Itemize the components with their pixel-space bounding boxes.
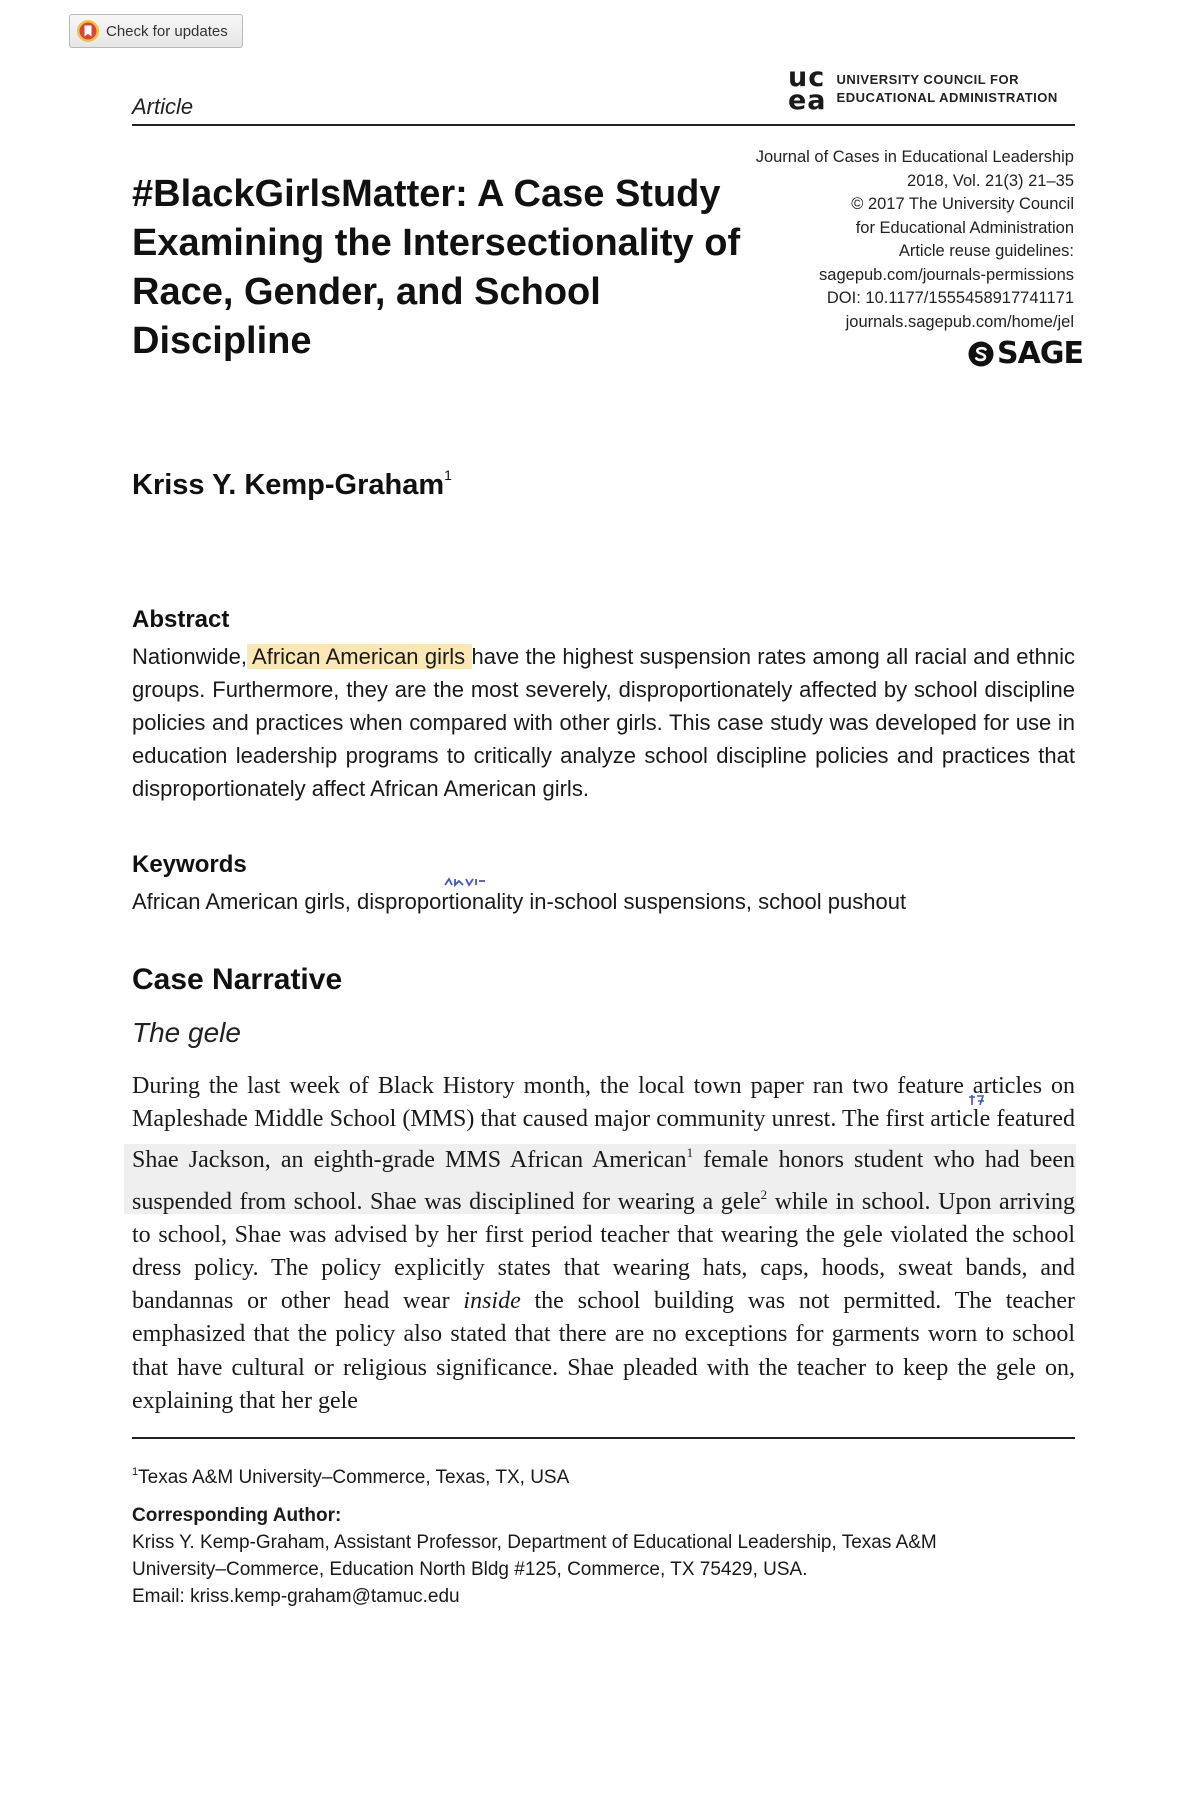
meta-doi[interactable]: DOI: 10.1177/1555458917741171	[826, 289, 1074, 307]
paper-title: #BlackGirlsMatter: A Case Study Examining the Intersectionality of Race, Gender, and School Discipline	[132, 173, 741, 362]
handwritten-annotation-mark	[443, 876, 487, 888]
author-name	[132, 467, 452, 502]
meta-volume: 2018, Vol. 21(3) 21–35	[907, 171, 1074, 190]
keywords-text: African American girls, disproportionality in-school suspensions, school pushout	[132, 889, 907, 914]
bookmark-update-icon	[76, 19, 100, 43]
header-divider	[132, 124, 1075, 126]
sage-logo	[968, 336, 1083, 371]
affiliation-mark: 1	[132, 1466, 139, 1478]
narrative-part1: During the last week of Black History month, the local town paper ran two feature articles on Mapleshade Middle School (MMS) that caused major community unrest. The first article featured Shae Jackson, an eighth-grade MMS African American	[132, 1073, 1075, 1174]
check-for-updates-button[interactable]	[69, 14, 243, 48]
abstract-heading: Abstract	[132, 606, 230, 633]
ucea-mark-bottom: ea	[788, 85, 827, 116]
ucea-logo-mark	[788, 62, 827, 116]
footnote-ref-1[interactable]: 1	[686, 1145, 694, 1161]
narrative-part3: while in school. Upon arriving to school, Shae was advised by her first period teacher that wearing the gele violated the school dress policy. The policy explicitly states that wearing hats, caps, hoods, sweat bands, and bandannas or other head wear	[132, 1188, 1075, 1315]
author-name-text: Kriss Y. Kemp-Graham	[132, 469, 445, 501]
author-affiliation-mark: 1	[444, 467, 452, 483]
affiliation-text: Texas A&M University–Commerce, Texas, TX, USA	[138, 1467, 570, 1488]
sage-wordmark: SAGE	[997, 336, 1083, 371]
corresponding-author-heading: Corresponding Author:	[132, 1505, 342, 1526]
abstract-post: have the highest suspension rates among all racial and ethnic groups. Furthermore, they are the most severely, disproportionately affected by school discipline policies and practices when compared with other girls. This case study was developed for use in education leadership programs to critically analyze school discipline policies and practices that disproportionately affect African American girls.	[132, 644, 1075, 801]
ucea-logo-text	[837, 71, 1058, 107]
case-narrative-heading: Case Narrative	[132, 963, 343, 996]
meta-journal-link[interactable]: journals.sagepub.com/home/jel	[845, 312, 1074, 331]
footnote-ref-2[interactable]: 2	[760, 1186, 768, 1202]
keywords-heading: Keywords	[132, 851, 247, 878]
abstract-highlight: African American girls	[246, 644, 472, 669]
narrative-part2: female honors student who had been suspended from school. Shae was disciplined for wearing a gele	[132, 1147, 1075, 1215]
ucea-logo	[788, 62, 1058, 116]
journal-metadata	[654, 146, 1074, 334]
case-narrative-paragraph	[132, 1070, 1075, 1418]
check-for-updates-label: Check for updates	[106, 22, 228, 40]
narrative-part4: the school building was not permitted. The teacher emphasized that the policy also stated that there are no exceptions for garments worn to school that have cultural or religious significance. Shae pleaded with the teacher to keep the gele on, explaining that her gele	[132, 1288, 1076, 1414]
footnote-affiliation	[132, 1459, 569, 1491]
abstract-pre: Nationwide,	[132, 644, 247, 669]
corr-email[interactable]: Email: kriss.kemp-graham@tamuc.edu	[132, 1586, 460, 1607]
gele-subheading: The gele	[132, 1017, 241, 1048]
meta-permissions-link[interactable]: sagepub.com/journals-permissions	[819, 265, 1074, 284]
sage-s-icon	[968, 341, 994, 367]
ucea-text-line2: EDUCATIONAL ADMINISTRATION	[836, 90, 1058, 105]
ucea-text-line1: UNIVERSITY COUNCIL FOR	[836, 72, 1019, 87]
meta-copyright: © 2017 The University Council	[851, 195, 1074, 213]
corr-line-1: Kriss Y. Kemp-Graham, Assistant Professor, Department of Educational Leadership, Texas A&M	[132, 1532, 937, 1553]
abstract-text	[132, 640, 1075, 805]
corresponding-author-details	[132, 1529, 1075, 1610]
meta-copyright-org: for Educational Administration	[855, 218, 1074, 237]
ucea-mark-top: uc	[788, 62, 826, 93]
narrative-italic: inside	[463, 1288, 521, 1315]
meta-reuse-label: Article reuse guidelines:	[898, 242, 1074, 260]
article-type-label: Article	[132, 94, 194, 119]
meta-journal: Journal of Cases in Educational Leadership	[755, 148, 1074, 166]
corr-line-2: University–Commerce, Education North Bldg #125, Commerce, TX 75429, USA.	[132, 1559, 808, 1580]
footnote-divider	[132, 1437, 1075, 1439]
